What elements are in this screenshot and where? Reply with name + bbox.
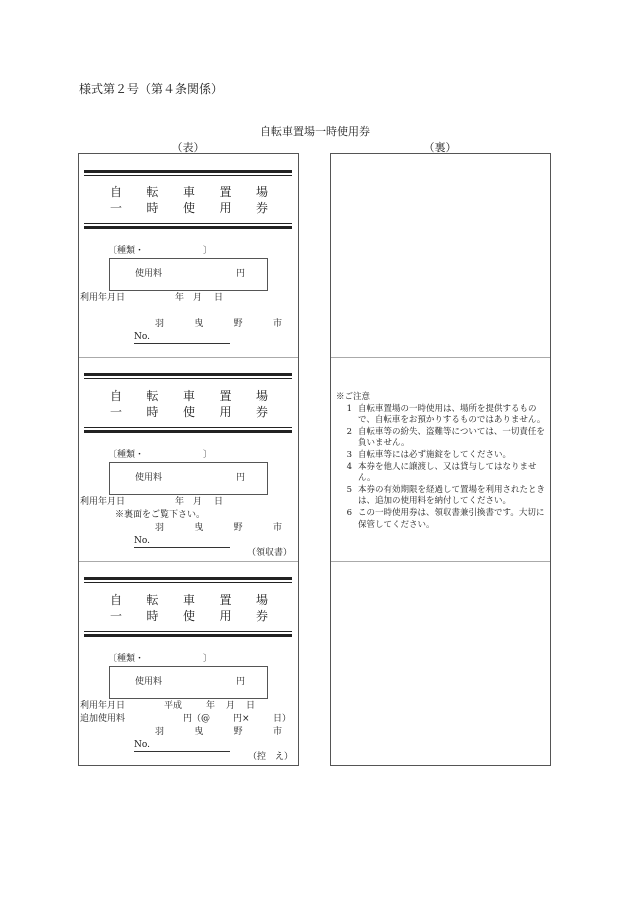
type-label: 〔種類・ — [108, 246, 145, 256]
city-name: 羽 曳 野 市 — [155, 319, 282, 329]
front-side-label: （表） — [171, 141, 205, 154]
date-label: 利用年月日 — [80, 293, 126, 303]
number-field: No. — [134, 331, 230, 344]
heading-bar-bottom — [84, 226, 292, 229]
additional-fee-rate: 円× — [233, 714, 250, 724]
ticket-heading-line1: 自 転 車 置 場 — [110, 389, 268, 403]
date-month: 月 — [193, 293, 203, 303]
city-name: 羽 曳 野 市 — [155, 727, 282, 737]
see-back-note: ※裏面をご覧下さい。 — [115, 510, 206, 520]
city-name: 羽 曳 野 市 — [155, 523, 282, 533]
ticket-heading-line1: 自 転 車 置 場 — [110, 593, 268, 607]
date-day: 日 — [214, 293, 224, 303]
back-divider-2 — [331, 561, 550, 562]
note-item: 5 本券の有効期限を経過して置場を利用されたときは、追加の使用料を納付してください。 — [346, 484, 546, 507]
notes-section — [336, 392, 548, 531]
heading-bar-top-thin — [84, 378, 292, 379]
fee-label: 使用料 — [135, 269, 163, 279]
note-item: 1 自転車置場の一時使用は、場所を提供するもので、自転車をお預かりするものではありません。 — [346, 403, 546, 426]
date-month: 月 — [226, 701, 236, 711]
date-day: 日 — [214, 497, 224, 507]
note-item: 3 自転車等には必ず施錠をしてください。 — [346, 449, 512, 460]
heading-bar-bottom — [84, 430, 292, 433]
type-label: 〔種類・ — [108, 654, 145, 664]
type-label: 〔種類・ — [108, 450, 145, 460]
heading-bar-bottom-thin — [84, 427, 292, 428]
back-side-label: （裏） — [423, 141, 457, 154]
fee-label: 使用料 — [135, 473, 163, 483]
fee-yen: 円 — [236, 677, 246, 687]
number-field: No. — [134, 739, 230, 752]
date-label: 利用年月日 — [80, 701, 126, 711]
document-title: 自転車置場一時使用券 — [260, 125, 370, 138]
type-close: 〕 — [203, 450, 213, 460]
front-divider-1 — [79, 357, 298, 358]
number-field: No. — [134, 535, 230, 548]
date-year: 年 — [175, 293, 185, 303]
receipt-label: （領収書） — [247, 548, 293, 558]
additional-fee-days: 日） — [273, 714, 292, 724]
date-year: 年 — [206, 701, 216, 711]
heading-bar-top — [84, 170, 292, 173]
heading-bar-bottom-thin — [84, 223, 292, 224]
copy-label: （控 え） — [248, 752, 294, 762]
note-item: 4 本券を他人に譲渡し、又は貸与してはなりません。 — [346, 461, 537, 484]
type-close: 〕 — [203, 246, 213, 256]
date-year: 年 — [175, 497, 185, 507]
date-day: 日 — [246, 701, 256, 711]
type-close: 〕 — [203, 654, 213, 664]
heading-bar-bottom — [84, 634, 292, 637]
note-item: 2 自転車等の紛失、盗難等については、一切責任を負いません。 — [346, 426, 545, 449]
form-number-label: 様式第２号（第４条関係） — [79, 82, 224, 96]
fee-yen: 円 — [236, 473, 246, 483]
date-era: 平成 — [164, 701, 183, 711]
heading-bar-bottom-thin — [84, 631, 292, 632]
heading-bar-top-thin — [84, 582, 292, 583]
heading-bar-top-thin — [84, 175, 292, 176]
ticket-heading-line2: 一 時 使 用 券 — [110, 201, 268, 215]
front-divider-2 — [79, 561, 298, 562]
note-item: 6 この一時使用券は、領収書兼引換書です。大切に保管してください。 — [346, 507, 545, 530]
additional-fee-label: 追加使用料 — [80, 714, 126, 724]
ticket-heading-line1: 自 転 車 置 場 — [110, 185, 268, 199]
heading-bar-top — [84, 373, 292, 376]
additional-fee-yen: 円（@ — [183, 714, 211, 724]
fee-yen: 円 — [236, 269, 246, 279]
back-divider-1 — [331, 357, 550, 358]
fee-label: 使用料 — [135, 677, 163, 687]
notes-heading: ※ご注意 — [336, 392, 371, 402]
heading-bar-top — [84, 577, 292, 580]
date-month: 月 — [193, 497, 203, 507]
ticket-heading-line2: 一 時 使 用 券 — [110, 405, 268, 419]
ticket-heading-line2: 一 時 使 用 券 — [110, 609, 268, 623]
date-label: 利用年月日 — [80, 497, 126, 507]
